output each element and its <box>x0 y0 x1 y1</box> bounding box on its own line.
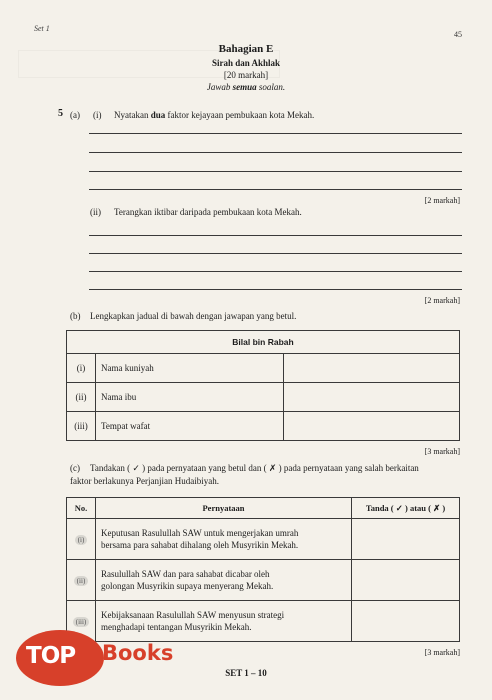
answer-cell[interactable] <box>284 412 460 441</box>
table-row <box>67 354 460 383</box>
row-label: Tempat wafat <box>96 412 284 441</box>
section-subtitle: Sirah dan Akhlak <box>211 58 281 68</box>
answer-line[interactable] <box>89 253 462 254</box>
marks-label: [3 markah] <box>424 447 460 456</box>
section-instruction: Jawab semua soalan. <box>206 82 286 92</box>
page-number: 45 <box>454 30 462 39</box>
row-label: Nama ibu <box>96 383 284 412</box>
part-a-label: (a) <box>70 110 80 120</box>
answer-cell[interactable] <box>284 383 460 412</box>
marks-label: [2 markah] <box>424 296 460 305</box>
part-c-question-line2: faktor berlakunya Perjanjian Hudaibiyah. <box>70 476 219 486</box>
table-row <box>67 560 460 601</box>
answer-line[interactable] <box>89 271 462 272</box>
page-footer: SET 1 – 10 <box>225 668 267 678</box>
part-b-question: Lengkapkan jadual di bawah dengan jawapan yang betul. <box>90 311 297 321</box>
row-number-badge: (ii) <box>74 576 89 586</box>
statement-cell: Kebijaksanaan Rasulullah SAW menyusun strategi menghadapi tentangan Musyrikin Mekah. <box>96 601 352 642</box>
row-number: (iii) <box>67 412 96 441</box>
answer-line[interactable] <box>89 133 462 134</box>
marks-label: [3 markah] <box>424 648 460 657</box>
marks-label: [2 markah] <box>424 196 460 205</box>
tick-cross-cell[interactable] <box>352 560 460 601</box>
answer-line[interactable] <box>89 152 462 153</box>
hudaibiyah-table <box>66 497 460 642</box>
section-marks: [20 markah] <box>223 70 269 80</box>
tick-cross-cell[interactable] <box>352 601 460 642</box>
column-header-no: No. <box>67 498 96 519</box>
bilal-table <box>66 330 460 441</box>
part-c-label: (c) <box>70 463 80 473</box>
table-row <box>67 519 460 560</box>
row-number: (i) <box>67 354 96 383</box>
part-a-ii-question: Terangkan iktibar daripada pembukaan kota Mekah. <box>114 207 302 217</box>
topbooks-logo <box>10 628 190 690</box>
part-c-question-line1: Tandakan ( ✓ ) pada pernyataan yang betul dan ( ✗ ) pada pernyataan yang salah berkaitan <box>90 463 419 473</box>
row-number <box>67 560 96 601</box>
row-number-badge: (iii) <box>73 617 90 627</box>
table-row <box>67 412 460 441</box>
row-number-badge: (i) <box>75 535 88 545</box>
answer-line[interactable] <box>89 189 462 190</box>
tick-cross-cell[interactable] <box>352 519 460 560</box>
part-a-i-label: (i) <box>93 110 102 120</box>
logo-text-top: TOP <box>26 643 76 669</box>
part-b-label: (b) <box>70 311 81 321</box>
row-label: Nama kuniyah <box>96 354 284 383</box>
logo-text-books: Books <box>102 641 174 665</box>
table-header: Bilal bin Rabah <box>67 331 460 354</box>
part-a-ii-label: (ii) <box>90 207 101 217</box>
statement-cell: Rasulullah SAW dan para sahabat dicabar oleh golongan Musyrikin supaya menyerang Mekah. <box>96 560 352 601</box>
question-number: 5 <box>58 108 63 119</box>
answer-line[interactable] <box>89 235 462 236</box>
answer-line[interactable] <box>89 289 462 290</box>
answer-line[interactable] <box>89 171 462 172</box>
row-number: (ii) <box>67 383 96 412</box>
statement-cell: Keputusan Rasulullah SAW untuk mengerjakan umrah bersama para sahabat dihalang oleh Musyrikin Mekah. <box>96 519 352 560</box>
column-header-statement: Pernyataan <box>96 498 352 519</box>
section-title: Bahagian E <box>218 43 274 55</box>
row-number <box>67 519 96 560</box>
column-header-mark: Tanda ( ✓ ) atau ( ✗ ) <box>352 498 460 519</box>
set-label: Set 1 <box>34 24 50 33</box>
table-row <box>67 383 460 412</box>
answer-cell[interactable] <box>284 354 460 383</box>
part-a-i-question: Nyatakan dua faktor kejayaan pembukaan kota Mekah. <box>114 110 315 120</box>
